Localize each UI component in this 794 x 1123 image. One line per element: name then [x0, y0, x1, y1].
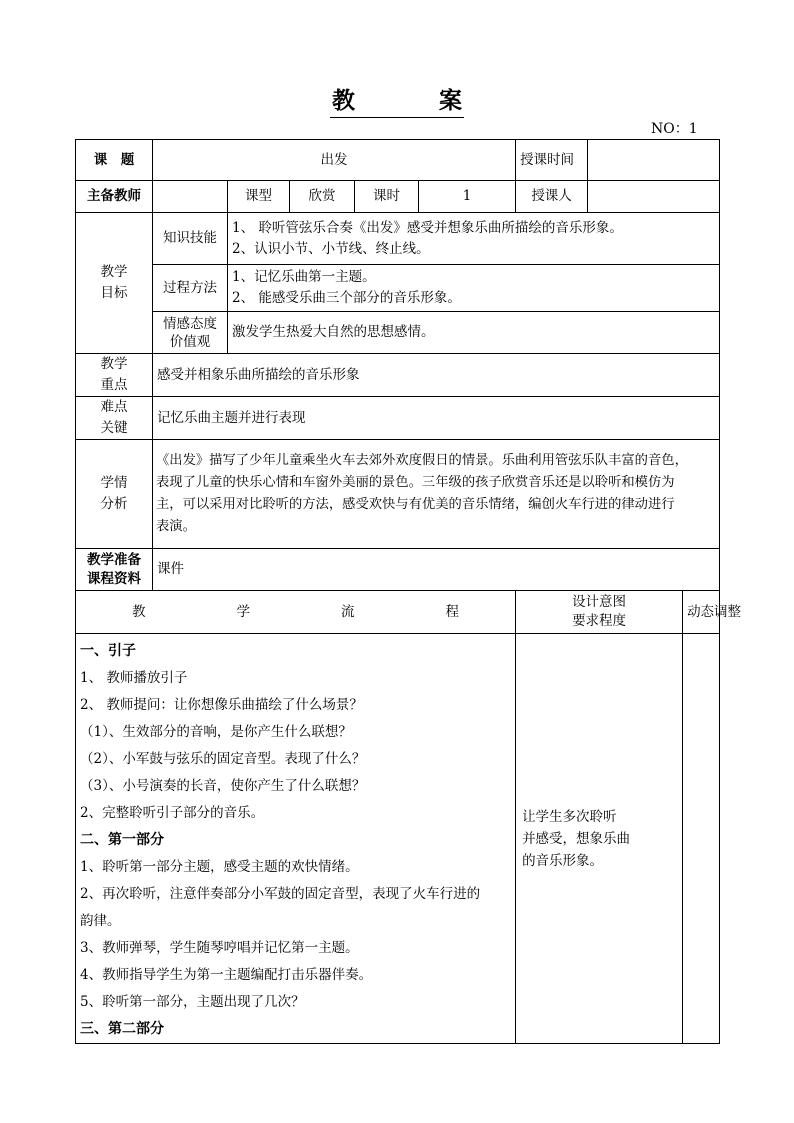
analysis-line-1: 《出发》描写了少年儿童乘坐火车去郊外欢度假日的情景。乐曲利用管弦乐队丰富的音色， [156, 453, 688, 468]
flow-header [76, 591, 516, 634]
knowledge-content [228, 213, 720, 265]
process-line: （3）、小号演奏的长音，使你产生了什么联想？ [80, 778, 366, 794]
flow-header-char-2: 学 [236, 603, 251, 620]
design-line-3: 的音乐形象。 [522, 852, 604, 869]
difficulty-content: 记忆乐曲主题并进行表现 [153, 397, 720, 440]
type-label: 课型 [228, 181, 290, 213]
process-line: 1、 教师播放引子 [80, 670, 188, 686]
process-line: 1、聆听第一部分主题，感受主题的欢快情绪。 [80, 859, 359, 875]
design-content [516, 634, 683, 1044]
title-char-1: 教 [330, 82, 437, 118]
goals-label: 教学 目标 [76, 213, 153, 354]
analysis-line-4: 表演。 [156, 519, 196, 534]
process-line: 2、完整聆听引子部分的音乐。 [80, 805, 265, 821]
knowledge-line-1: 1、 聆听管弦乐合奏《出发》感受并想象乐曲所描绘的音乐形象。 [232, 219, 623, 236]
flow-header-char-3: 流 [341, 603, 355, 620]
analysis-line-2: 表现了儿童的快乐心情和车窗外美丽的景色。三年级的孩子欣赏音乐还是以聆听和模仿为 [156, 475, 675, 490]
knowledge-line-2: 2、认识小节、小节线、终止线。 [232, 240, 430, 257]
prep-content: 课件 [153, 549, 720, 591]
process-content-cell [76, 634, 516, 1044]
process-line: 4、教师指导学生为第一主题编配打击乐器伴奏。 [80, 967, 373, 983]
document-number: NO：1 [651, 121, 698, 137]
design-line-2: 并感受，想象乐曲 [522, 830, 631, 847]
hours-label: 课时 [355, 181, 419, 213]
time-label: 授课时间 [516, 140, 588, 181]
knowledge-label: 知识技能 [153, 213, 228, 265]
process-line: 三、第二部分 [80, 1021, 164, 1037]
analysis-label: 学情 分析 [76, 440, 153, 549]
teacher-value [153, 181, 228, 213]
process-line: 韵律。 [80, 913, 121, 929]
flow-header-char-1: 教 [132, 603, 146, 620]
design-header: 设计意图 要求程度 [516, 591, 683, 634]
focus-label: 教学 重点 [76, 354, 153, 397]
analysis-line-3: 主，可以采用对比聆听的方法，感受欢快与有优美的音乐情绪，编创火车行进的律动进行 [156, 497, 675, 512]
topic-value: 出发 [153, 140, 516, 181]
process-line: 二、第一部分 [80, 832, 164, 848]
process-line: 5、聆听第一部分，主题出现了几次？ [80, 994, 305, 1010]
teacher-label: 主备教师 [76, 181, 153, 213]
process-line: 3、教师弹琴，学生随琴哼唱并记忆第一主题。 [80, 940, 359, 956]
attitude-label: 情感态度 价值观 [153, 312, 228, 354]
document-title [0, 82, 794, 114]
process-label: 过程方法 [153, 265, 228, 312]
process-line: 2、再次聆听，注意伴奏部分小军鼓的固定音型，表现了火车行进的 [80, 886, 481, 902]
analysis-content [153, 440, 720, 549]
lecturer-value [588, 181, 720, 213]
adjust-content [683, 634, 720, 1044]
process-line-1: 1、记忆乐曲第一主题。 [232, 269, 376, 285]
attitude-content: 激发学生热爱大自然的思想感情。 [228, 312, 720, 354]
lesson-plan-table [75, 139, 742, 1044]
difficulty-label: 难点 关键 [76, 397, 153, 440]
hours-value: 1 [419, 181, 516, 213]
process-line: 一、引子 [80, 643, 136, 659]
focus-content: 感受并相象乐曲所描绘的音乐形象 [153, 354, 720, 397]
topic-label: 课 题 [76, 140, 153, 181]
process-line: （2）、小军鼓与弦乐的固定音型。表现了什么？ [80, 751, 366, 767]
process-line: 2、 教师提问：让你想像乐曲描绘了什么场景？ [80, 697, 363, 713]
flow-header-char-4: 程 [445, 603, 460, 620]
lecturer-label: 授课人 [516, 181, 588, 213]
design-line-1: 让学生多次聆听 [522, 808, 617, 825]
adjust-header: 动态调整 [683, 591, 720, 634]
prep-label: 教学准备 课程资料 [76, 549, 153, 591]
title-char-2: 案 [437, 82, 464, 118]
time-value [588, 140, 720, 181]
type-value: 欣赏 [290, 181, 355, 213]
process-line: （1）、生效部分的音响，是你产生什么联想？ [80, 724, 352, 740]
process-line-2: 2、 能感受乐曲三个部分的音乐形象。 [232, 290, 461, 306]
process-content [228, 265, 720, 312]
